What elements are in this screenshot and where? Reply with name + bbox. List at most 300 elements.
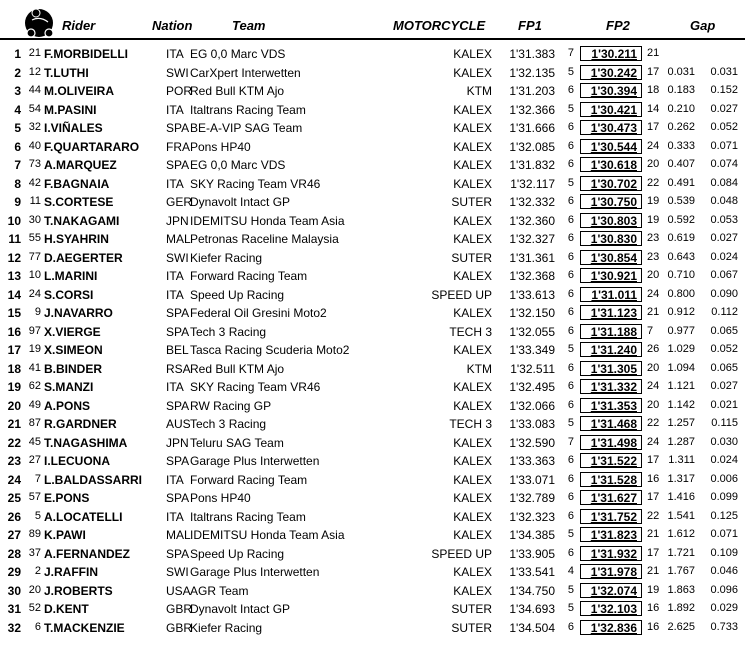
fp1-time: 1'33.613 bbox=[509, 287, 555, 302]
table-row bbox=[0, 230, 745, 249]
header-gap: Gap bbox=[690, 18, 716, 33]
rider-name: A.LOCATELLI bbox=[44, 509, 123, 524]
gap-to-previous: 0.048 bbox=[710, 195, 738, 208]
team-name: Forward Racing Team bbox=[190, 269, 308, 284]
nation: ITA bbox=[166, 269, 184, 284]
fp2-lap: 19 bbox=[647, 195, 660, 208]
rider-name: E.PONS bbox=[44, 491, 90, 506]
position: 29 bbox=[7, 565, 21, 580]
nation: BEL bbox=[166, 343, 189, 358]
table-row bbox=[0, 156, 745, 175]
rider-name: S.CORTESE bbox=[44, 195, 114, 210]
position: 9 bbox=[14, 195, 21, 210]
fp1-lap: 6 bbox=[567, 509, 574, 522]
gap-to-first: 1.094 bbox=[667, 361, 695, 374]
gap-to-first: 1.142 bbox=[667, 398, 695, 411]
nation: JPN bbox=[166, 435, 189, 450]
nation: SWI bbox=[166, 565, 189, 580]
rider-number: 45 bbox=[28, 435, 41, 448]
motorcycle: KALEX bbox=[453, 343, 492, 358]
fp1-lap: 6 bbox=[567, 213, 574, 226]
fp2-time: 1'30.544 bbox=[580, 139, 642, 154]
rider-number: 12 bbox=[28, 65, 41, 78]
team-name: Kiefer Racing bbox=[190, 250, 263, 265]
position: 25 bbox=[7, 491, 21, 506]
nation: SWI bbox=[166, 250, 189, 265]
motorcycle: KALEX bbox=[453, 269, 492, 284]
motorcycle: KALEX bbox=[453, 47, 492, 61]
fp1-lap: 7 bbox=[567, 47, 574, 59]
fp2-time: 1'31.468 bbox=[580, 416, 642, 431]
rider-number: 10 bbox=[28, 269, 41, 282]
gap-to-previous: 0.074 bbox=[710, 158, 738, 171]
team-name: EG 0,0 Marc VDS bbox=[190, 47, 286, 61]
motorcycle: KALEX bbox=[453, 232, 492, 247]
fp1-time: 1'32.135 bbox=[509, 65, 555, 80]
table-row bbox=[0, 397, 745, 416]
position: 27 bbox=[7, 528, 21, 543]
team-name: Federal Oil Gresini Moto2 bbox=[190, 306, 327, 321]
gap-to-previous: 0.027 bbox=[710, 232, 738, 245]
position: 26 bbox=[7, 509, 21, 524]
gap-to-previous: 0.029 bbox=[710, 602, 738, 615]
fp1-lap: 6 bbox=[567, 324, 574, 337]
fp2-lap: 20 bbox=[647, 269, 660, 282]
rider-name: I.VIÑALES bbox=[44, 121, 103, 136]
fp2-lap: 23 bbox=[647, 250, 660, 263]
fp1-time: 1'32.327 bbox=[509, 232, 555, 247]
position: 3 bbox=[14, 84, 21, 99]
gap-to-previous: 0.024 bbox=[710, 250, 738, 263]
nation: GBR bbox=[166, 602, 193, 617]
position: 31 bbox=[7, 602, 21, 617]
table-row bbox=[0, 434, 745, 453]
motorcycle: KALEX bbox=[453, 380, 492, 395]
table-row bbox=[0, 267, 745, 286]
rider-name: J.ROBERTS bbox=[44, 583, 113, 598]
rider-number: 89 bbox=[28, 528, 41, 541]
position: 23 bbox=[7, 454, 21, 469]
position: 32 bbox=[7, 620, 21, 635]
fp2-lap: 17 bbox=[647, 65, 660, 78]
fp2-lap: 26 bbox=[647, 343, 660, 356]
fp1-lap: 5 bbox=[567, 343, 574, 356]
header-nation: Nation bbox=[152, 18, 193, 33]
fp2-time: 1'31.240 bbox=[580, 342, 642, 357]
gap-to-first: 1.863 bbox=[667, 583, 695, 596]
rider-name: A.PONS bbox=[44, 398, 91, 413]
gap-to-first: 1.121 bbox=[667, 380, 695, 393]
motorcycle: KALEX bbox=[453, 306, 492, 321]
fp1-lap: 5 bbox=[567, 417, 574, 430]
gap-to-first: 0.210 bbox=[667, 102, 695, 115]
fp2-time: 1'30.211 bbox=[580, 46, 642, 61]
fp2-time: 1'32.836 bbox=[580, 620, 642, 635]
team-name: Italtrans Racing Team bbox=[190, 509, 306, 524]
nation: ITA bbox=[166, 102, 184, 117]
table-row bbox=[0, 471, 745, 490]
rider-name: T.NAKAGAMI bbox=[44, 213, 120, 228]
fp1-lap: 6 bbox=[567, 250, 574, 263]
gap-to-previous: 0.096 bbox=[710, 583, 738, 596]
gap-to-first: 0.183 bbox=[667, 84, 695, 97]
rider-name: R.GARDNER bbox=[44, 417, 117, 432]
fp1-lap: 5 bbox=[567, 528, 574, 541]
fp1-time: 1'32.066 bbox=[509, 398, 555, 413]
rider-number: 97 bbox=[28, 324, 41, 337]
fp2-lap: 16 bbox=[647, 620, 660, 633]
fp2-lap: 23 bbox=[647, 232, 660, 245]
rider-number: 62 bbox=[28, 380, 41, 393]
gap-to-first: 0.977 bbox=[667, 324, 695, 337]
fp2-lap: 7 bbox=[647, 324, 654, 337]
rider-number: 11 bbox=[29, 195, 41, 208]
nation: ITA bbox=[166, 176, 184, 191]
rider-name: F.BAGNAIA bbox=[44, 176, 110, 191]
fp2-lap: 24 bbox=[647, 139, 660, 152]
rider-number: 6 bbox=[34, 620, 41, 633]
fp2-time: 1'31.522 bbox=[580, 453, 642, 468]
team-name: Italtrans Racing Team bbox=[190, 102, 306, 117]
fp1-time: 1'31.383 bbox=[509, 47, 555, 61]
position: 16 bbox=[7, 324, 21, 339]
gap-to-first: 0.912 bbox=[667, 306, 695, 319]
table-row bbox=[0, 101, 745, 120]
fp2-lap: 24 bbox=[647, 287, 660, 300]
team-name: Kiefer Racing bbox=[190, 620, 263, 635]
fp1-lap: 5 bbox=[567, 583, 574, 596]
rider-number: 40 bbox=[28, 139, 41, 152]
position: 14 bbox=[7, 287, 21, 302]
fp1-time: 1'31.832 bbox=[509, 158, 555, 173]
table-row bbox=[0, 64, 745, 83]
fp2-time: 1'31.752 bbox=[580, 509, 642, 524]
nation: SPA bbox=[166, 454, 190, 469]
fp2-lap: 17 bbox=[647, 546, 660, 559]
table-row bbox=[0, 82, 745, 101]
nation: MAL bbox=[166, 528, 191, 543]
gap-to-first: 0.491 bbox=[667, 176, 695, 189]
nation: ITA bbox=[166, 287, 184, 302]
fp1-time: 1'32.495 bbox=[509, 380, 555, 395]
gap-to-first: 0.333 bbox=[667, 139, 695, 152]
gap-to-first: 1.317 bbox=[667, 472, 695, 485]
team-name: Garage Plus Interwetten bbox=[190, 454, 320, 469]
header-fp2: FP2 bbox=[606, 18, 630, 33]
rider-number: 54 bbox=[28, 102, 41, 115]
rider-number: 24 bbox=[28, 287, 41, 300]
fp1-time: 1'33.541 bbox=[509, 565, 555, 580]
gap-to-previous: 0.046 bbox=[710, 565, 738, 578]
fp1-time: 1'32.789 bbox=[509, 491, 555, 506]
fp2-time: 1'30.854 bbox=[580, 250, 642, 265]
motorcycle: KTM bbox=[466, 84, 492, 99]
nation: USA bbox=[166, 583, 191, 598]
fp1-time: 1'33.905 bbox=[509, 546, 555, 561]
rider-name: I.LECUONA bbox=[44, 454, 110, 469]
fp1-lap: 6 bbox=[567, 195, 574, 208]
rider-number: 9 bbox=[34, 306, 41, 319]
rider-name: X.SIMEON bbox=[44, 343, 103, 358]
table-row bbox=[0, 415, 745, 434]
motorcycle: KALEX bbox=[453, 102, 492, 117]
rider-number: 27 bbox=[28, 454, 41, 467]
table-row bbox=[0, 489, 745, 508]
gap-to-first: 0.592 bbox=[667, 213, 695, 226]
fp2-time: 1'30.830 bbox=[580, 231, 642, 246]
rider-number: 19 bbox=[28, 343, 41, 356]
gap-to-first: 1.416 bbox=[667, 491, 695, 504]
rider-name: H.SYAHRIN bbox=[44, 232, 109, 247]
table-row bbox=[0, 619, 745, 638]
table-row bbox=[0, 304, 745, 323]
fp2-time: 1'30.921 bbox=[580, 268, 642, 283]
table-row bbox=[0, 175, 745, 194]
nation: ITA bbox=[166, 472, 184, 487]
rider-name: A.FERNANDEZ bbox=[44, 546, 130, 561]
nation: AUS bbox=[166, 417, 191, 432]
gap-to-previous: 0.099 bbox=[710, 491, 738, 504]
fp2-lap: 19 bbox=[647, 583, 660, 596]
fp2-time: 1'31.305 bbox=[580, 361, 642, 376]
fp2-lap: 16 bbox=[647, 472, 660, 485]
gap-to-previous: 0.125 bbox=[710, 509, 738, 522]
motorcycle: KALEX bbox=[453, 213, 492, 228]
rider-number: 32 bbox=[28, 121, 41, 134]
header-rider: Rider bbox=[62, 18, 96, 33]
fp2-time: 1'31.011 bbox=[580, 287, 642, 302]
fp2-time: 1'31.188 bbox=[580, 324, 642, 339]
nation: SPA bbox=[166, 158, 190, 173]
motorcycle: SPEED UP bbox=[431, 546, 492, 561]
rider-name: A.MARQUEZ bbox=[44, 158, 117, 173]
gap-to-first: 0.262 bbox=[667, 121, 695, 134]
gap-to-first: 1.541 bbox=[667, 509, 695, 522]
header-team: Team bbox=[232, 18, 266, 33]
rider-name: D.KENT bbox=[44, 602, 89, 617]
nation: ITA bbox=[166, 47, 184, 61]
motorcycle: KALEX bbox=[453, 121, 492, 136]
gap-to-first: 1.311 bbox=[668, 454, 695, 467]
gap-to-first: 0.643 bbox=[667, 250, 695, 263]
fp1-time: 1'33.363 bbox=[509, 454, 555, 469]
table-row bbox=[0, 508, 745, 527]
results-table bbox=[0, 45, 745, 638]
gap-to-previous: 0.021 bbox=[710, 398, 738, 411]
fp2-time: 1'30.242 bbox=[580, 65, 642, 80]
motorcycle: KALEX bbox=[453, 435, 492, 450]
fp1-time: 1'34.385 bbox=[509, 528, 555, 543]
position: 1 bbox=[14, 47, 21, 61]
fp1-lap: 6 bbox=[567, 472, 574, 485]
motorcycle: KALEX bbox=[453, 583, 492, 598]
fp1-time: 1'32.366 bbox=[509, 102, 555, 117]
team-name: Dynavolt Intact GP bbox=[190, 602, 291, 617]
gap-to-first: 0.407 bbox=[667, 158, 695, 171]
nation: SPA bbox=[166, 491, 190, 506]
fp2-time: 1'31.528 bbox=[580, 472, 642, 487]
gap-to-first: 1.257 bbox=[667, 417, 695, 430]
position: 2 bbox=[14, 65, 21, 80]
table-row bbox=[0, 212, 745, 231]
table-row bbox=[0, 545, 745, 564]
team-name: AGR Team bbox=[190, 583, 249, 598]
motorcycle: KTM bbox=[466, 361, 492, 376]
fp2-lap: 24 bbox=[647, 380, 660, 393]
fp1-time: 1'31.666 bbox=[509, 121, 555, 136]
fp1-time: 1'34.693 bbox=[509, 602, 555, 617]
rider-name: D.AEGERTER bbox=[44, 250, 123, 265]
nation: SPA bbox=[166, 324, 190, 339]
fp1-time: 1'32.150 bbox=[509, 306, 555, 321]
motorcycle: KALEX bbox=[453, 565, 492, 580]
gap-to-previous: 0.052 bbox=[710, 343, 738, 356]
team-name: Teluru SAG Team bbox=[190, 435, 284, 450]
results-header bbox=[0, 0, 745, 40]
fp1-lap: 6 bbox=[567, 546, 574, 559]
fp2-time: 1'30.702 bbox=[580, 176, 642, 191]
fp2-time: 1'31.353 bbox=[580, 398, 642, 413]
gap-to-first: 1.287 bbox=[667, 435, 695, 448]
team-name: Pons HP40 bbox=[190, 139, 251, 154]
nation: SWI bbox=[166, 65, 189, 80]
team-name: IDEMITSU Honda Team Asia bbox=[190, 213, 345, 228]
fp2-lap: 24 bbox=[647, 435, 660, 448]
fp1-lap: 5 bbox=[567, 65, 574, 78]
gap-to-previous: 0.065 bbox=[710, 324, 738, 337]
motorcycle: KALEX bbox=[453, 176, 492, 191]
fp1-lap: 6 bbox=[567, 398, 574, 411]
team-name: Speed Up Racing bbox=[190, 287, 285, 302]
table-row bbox=[0, 138, 745, 157]
nation: MAL bbox=[166, 232, 191, 247]
position: 18 bbox=[7, 361, 21, 376]
table-row bbox=[0, 249, 745, 268]
fp1-time: 1'31.203 bbox=[509, 84, 555, 99]
rider-name: L.BALDASSARRI bbox=[44, 472, 142, 487]
fp1-lap: 6 bbox=[567, 139, 574, 152]
fp1-time: 1'32.360 bbox=[509, 213, 555, 228]
fp1-lap: 6 bbox=[567, 380, 574, 393]
position: 12 bbox=[7, 250, 21, 265]
table-row bbox=[0, 341, 745, 360]
rider-number: 55 bbox=[28, 232, 41, 245]
gap-to-previous: 0.090 bbox=[710, 287, 738, 300]
motorcycle: KALEX bbox=[453, 158, 492, 173]
fp2-lap: 17 bbox=[647, 121, 660, 134]
team-name: Tech 3 Racing bbox=[190, 324, 267, 339]
rider-number: 87 bbox=[28, 417, 41, 430]
fp1-lap: 6 bbox=[567, 454, 574, 467]
fp1-time: 1'32.590 bbox=[509, 435, 555, 450]
fp1-lap: 4 bbox=[567, 565, 574, 578]
fp1-time: 1'31.361 bbox=[509, 250, 555, 265]
fp2-lap: 22 bbox=[647, 509, 660, 522]
fp2-lap: 22 bbox=[647, 417, 660, 430]
team-name: SKY Racing Team VR46 bbox=[190, 380, 321, 395]
fp2-time: 1'31.932 bbox=[580, 546, 642, 561]
table-row bbox=[0, 323, 745, 342]
position: 30 bbox=[7, 583, 21, 598]
position: 10 bbox=[7, 213, 21, 228]
gap-to-first: 0.710 bbox=[667, 269, 695, 282]
nation: SPA bbox=[166, 398, 190, 413]
fp2-lap: 17 bbox=[647, 491, 660, 504]
nation: SPA bbox=[166, 306, 190, 321]
motorcycle: TECH 3 bbox=[449, 324, 492, 339]
table-row bbox=[0, 452, 745, 471]
nation: ITA bbox=[166, 380, 184, 395]
gap-to-first: 0.619 bbox=[667, 232, 695, 245]
team-name: Dynavolt Intact GP bbox=[190, 195, 291, 210]
gap-to-previous: 0.027 bbox=[710, 102, 738, 115]
gap-to-previous: 0.112 bbox=[711, 306, 738, 319]
team-name: Red Bull KTM Ajo bbox=[190, 84, 285, 99]
motorcycle: KALEX bbox=[453, 454, 492, 469]
fp2-time: 1'31.823 bbox=[580, 527, 642, 542]
position: 4 bbox=[14, 102, 21, 117]
nation: GBR bbox=[166, 620, 193, 635]
rider-name: F.QUARTARARO bbox=[44, 139, 140, 154]
header-divider bbox=[0, 38, 745, 40]
gap-to-first: 1.612 bbox=[667, 528, 695, 541]
fp1-lap: 5 bbox=[567, 602, 574, 615]
fp2-time: 1'30.473 bbox=[580, 120, 642, 135]
fp2-lap: 20 bbox=[647, 398, 660, 411]
team-name: Pons HP40 bbox=[190, 491, 251, 506]
motorcycle: SUTER bbox=[451, 250, 492, 265]
rider-name: J.NAVARRO bbox=[44, 306, 113, 321]
position: 15 bbox=[7, 306, 21, 321]
rider-number: 57 bbox=[28, 491, 41, 504]
nation: GER bbox=[166, 195, 193, 210]
rider-number: 49 bbox=[28, 398, 41, 411]
fp1-lap: 6 bbox=[567, 269, 574, 282]
fp2-time: 1'31.123 bbox=[580, 305, 642, 320]
fp2-time: 1'30.394 bbox=[580, 83, 642, 98]
fp2-time: 1'30.750 bbox=[580, 194, 642, 209]
fp1-lap: 5 bbox=[567, 176, 574, 189]
team-name: Forward Racing Team bbox=[190, 472, 308, 487]
rider-number: 2 bbox=[34, 565, 41, 578]
gap-to-first: 2.625 bbox=[667, 620, 695, 633]
rider-name: M.OLIVEIRA bbox=[44, 84, 115, 99]
fp1-time: 1'34.504 bbox=[509, 620, 555, 635]
gap-to-previous: 0.071 bbox=[710, 528, 738, 541]
fp1-time: 1'32.332 bbox=[509, 195, 555, 210]
gap-to-first: 1.892 bbox=[667, 602, 695, 615]
fp2-lap: 21 bbox=[647, 47, 660, 59]
rider-name: S.MANZI bbox=[44, 380, 94, 395]
header-motorcycle: MOTORCYCLE bbox=[393, 18, 486, 33]
gap-to-first: 0.031 bbox=[667, 65, 695, 78]
fp1-time: 1'32.368 bbox=[509, 269, 555, 284]
rider-number: 42 bbox=[28, 176, 41, 189]
fp2-time: 1'31.332 bbox=[580, 379, 642, 394]
fp2-time: 1'30.421 bbox=[580, 102, 642, 117]
position: 17 bbox=[7, 343, 21, 358]
rider-number: 7 bbox=[34, 472, 41, 485]
team-name: Petronas Raceline Malaysia bbox=[190, 232, 339, 247]
position: 13 bbox=[7, 269, 21, 284]
gap-to-previous: 0.084 bbox=[710, 176, 738, 189]
gap-to-previous: 0.030 bbox=[710, 435, 738, 448]
position: 22 bbox=[7, 435, 21, 450]
fp1-lap: 6 bbox=[567, 491, 574, 504]
fp1-lap: 6 bbox=[567, 361, 574, 374]
fp2-time: 1'32.074 bbox=[580, 583, 642, 598]
gap-to-previous: 0.152 bbox=[710, 84, 738, 97]
